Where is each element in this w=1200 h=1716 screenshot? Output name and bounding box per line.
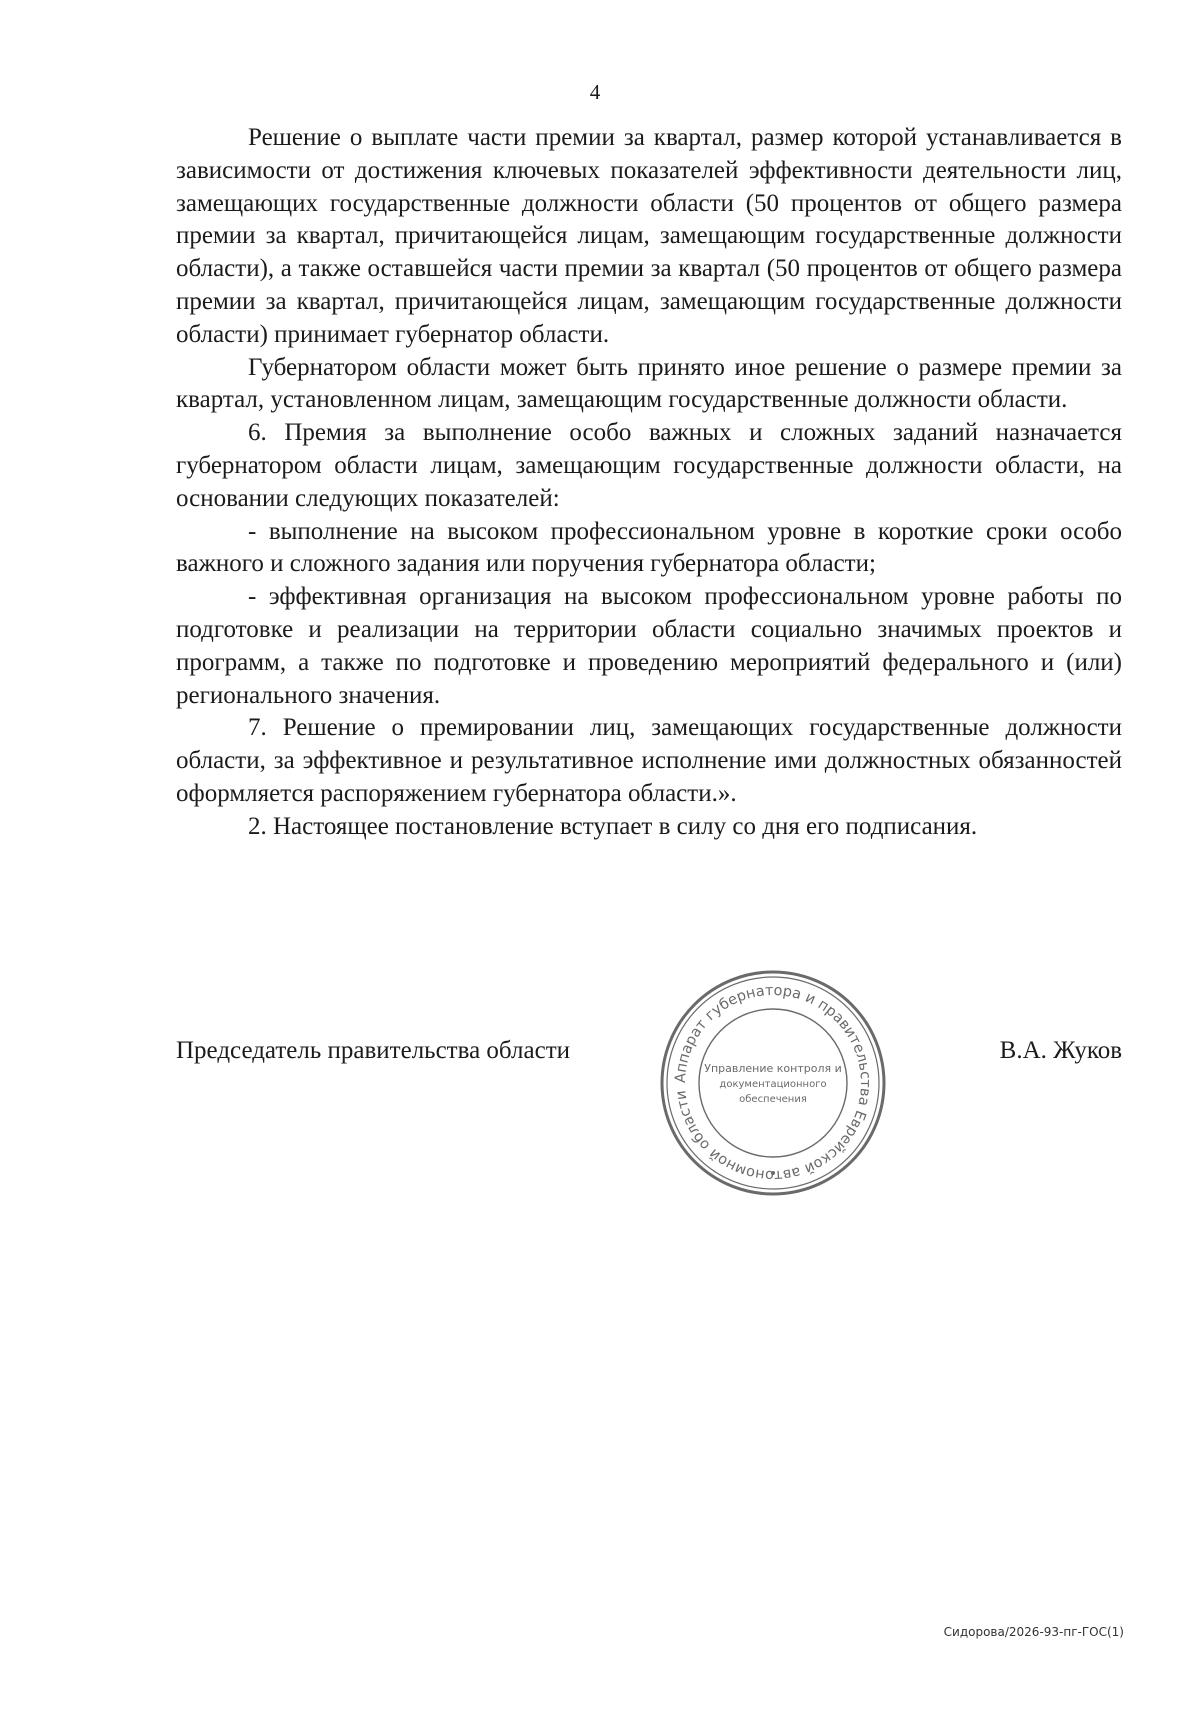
seal-center-line: Управление контроля и — [704, 1062, 842, 1075]
paragraph: 7. Решение о премировании лиц, замещающих государственные должности области, за эффективное и результативное исполнение ими должностных обязанностей оформляется распоряжением губернатора области.». — [176, 714, 1122, 807]
seal-center-line: документационного — [719, 1079, 827, 1090]
document-reference-code: Сидорова/2026-93-пг-ГОС(1) — [943, 1625, 1124, 1639]
paragraph: Губернатором области может быть принято иное решение о размере премии за квартал, установленном лицам, замещающим государственные должности области. — [176, 353, 1122, 414]
seal-center-line: обеспечения — [739, 1094, 807, 1105]
page-number: 4 — [589, 80, 601, 104]
paragraph: 2. Настоящее постановление вступает в силу со дня его подписания. — [248, 812, 978, 840]
signatory-title: Председатель правительства области — [176, 1037, 570, 1064]
seal-graphic — [658, 968, 888, 1198]
paragraph: Решение о выплате части премии за квартал, размер которой устанавливается в зависимости от достижения ключевых показателей эффективности деятельности лиц, замещающих государственные должности области (50 процентов от общего размера премии за квартал, причитающейся лицам, замещающим государственные должности области), а также оставшейся части премии за квартал (50 процентов от общего размера премии за квартал, причитающейся лицам, замещающим государственные должности области) принимает губернатор области. — [176, 124, 1122, 348]
document-body — [176, 122, 1122, 844]
signature-block — [176, 1037, 1122, 1077]
signatory-name: В.А. Жуков — [999, 1037, 1122, 1064]
paragraph: - эффективная организация на высоком профессиональном уровне работы по подготовке и реализации на территории области социально значимых проектов и программ, а также по подготовке и проведению мероприятий федерального и (или) регионального значения. — [176, 583, 1122, 709]
paragraph: - выполнение на высоком профессиональном уровне в короткие сроки особо важного и сложного задания или поручения губернатора области; — [176, 517, 1122, 578]
official-seal-stamp — [658, 968, 888, 1198]
paragraph: 6. Премия за выполнение особо важных и сложных заданий назначается губернатором области лицам, замещающим государственные должности области, на основании следующих показателей: — [176, 419, 1122, 512]
seal-star-mark — [771, 1171, 775, 1175]
seal-ring-text: Аппарат губернатора и правительства Еврейской автономной области — [672, 982, 874, 1184]
